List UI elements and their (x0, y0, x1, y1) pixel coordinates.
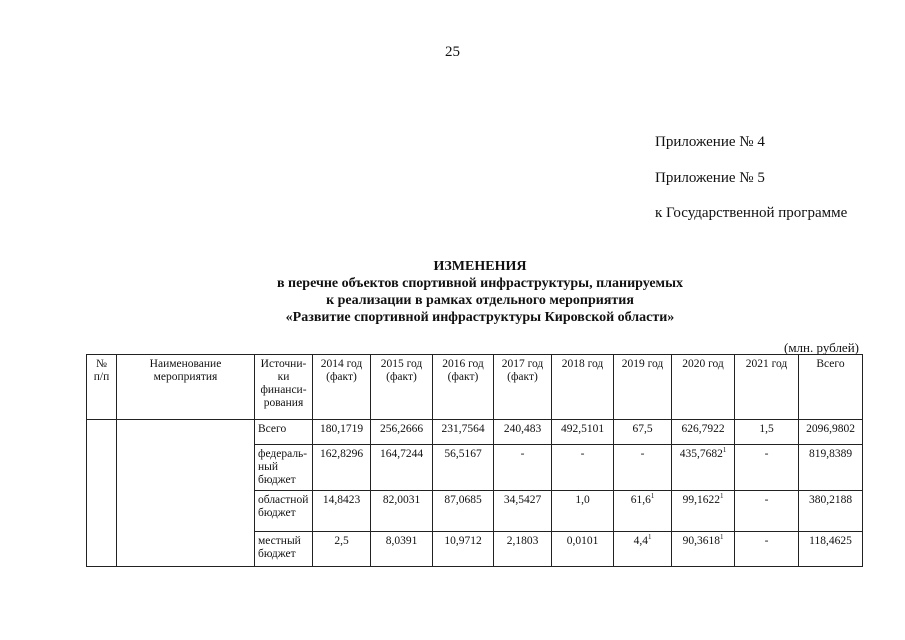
footnote-mark: 1 (647, 533, 652, 542)
value-cell: - (735, 532, 799, 567)
header-2019: 2019 год (614, 355, 672, 420)
value-cell: 56,5167 (433, 445, 494, 491)
footnote-mark: 1 (722, 446, 727, 455)
value-cell: 256,2666 (371, 420, 433, 445)
value-cell: - (735, 445, 799, 491)
header-2015: 2015 год (факт) (371, 355, 433, 420)
header-name: Наименование мероприятия (117, 355, 255, 420)
title-main: ИЗМЕНЕНИЯ (433, 259, 527, 274)
source-cell: Всего (255, 420, 313, 445)
total-cell: 380,2188 (799, 491, 863, 532)
value-cell: - (614, 445, 672, 491)
value-cell: 164,7244 (371, 445, 433, 491)
header-source: Источни-ки финанси-рования (255, 355, 313, 420)
title-line: в перечне объектов спортивной инфраструктуры, планируемых (276, 276, 684, 291)
document-title (180, 258, 780, 326)
num-cell (87, 420, 117, 567)
footnote-mark: 1 (719, 533, 724, 542)
value-cell: 2,5 (313, 532, 371, 567)
value-cell: - (494, 445, 552, 491)
unit-label: (млн. рублей) (784, 340, 859, 355)
value-cell: 10,9712 (433, 532, 494, 567)
table-header-row (87, 355, 863, 420)
cell-value: 61,6 (630, 494, 651, 506)
cell-value: 4,4 (633, 535, 648, 547)
total-cell: 2096,9802 (799, 420, 863, 445)
value-cell: 1,5 (735, 420, 799, 445)
value-cell: - (552, 445, 614, 491)
header-2016: 2016 год (факт) (433, 355, 494, 420)
name-cell (117, 420, 255, 567)
value-cell: 180,1719 (313, 420, 371, 445)
header-2021: 2021 год (735, 355, 799, 420)
appendix-line: Приложение № 4 (655, 134, 765, 150)
header-2020: 2020 год (672, 355, 735, 420)
value-cell (672, 491, 735, 532)
value-cell: 626,7922 (672, 420, 735, 445)
value-cell: - (735, 491, 799, 532)
value-cell: 0,0101 (552, 532, 614, 567)
cell-value: 90,3618 (682, 535, 720, 547)
header-total: Всего (799, 355, 863, 420)
header-2017: 2017 год (факт) (494, 355, 552, 420)
value-cell (672, 532, 735, 567)
value-cell: 1,0 (552, 491, 614, 532)
value-cell: 87,0685 (433, 491, 494, 532)
value-cell: 14,8423 (313, 491, 371, 532)
title-line: к реализации в рамках отдельного мероприятия (326, 293, 634, 308)
value-cell (672, 445, 735, 491)
value-cell: 2,1803 (494, 532, 552, 567)
total-cell: 118,4625 (799, 532, 863, 567)
source-cell: федераль-ный бюджет (255, 445, 313, 491)
infrastructure-table (86, 354, 863, 567)
table-row (87, 420, 863, 445)
value-cell: 162,8296 (313, 445, 371, 491)
value-cell: 492,5101 (552, 420, 614, 445)
page-number: 25 (445, 44, 460, 60)
footnote-mark: 1 (719, 492, 724, 501)
cell-value: 99,1622 (682, 494, 720, 506)
value-cell: 34,5427 (494, 491, 552, 532)
source-cell: областной бюджет (255, 491, 313, 532)
appendix-line: Приложение № 5 (655, 170, 765, 186)
source-cell: местный бюджет (255, 532, 313, 567)
value-cell: 240,483 (494, 420, 552, 445)
value-cell: 8,0391 (371, 532, 433, 567)
header-num: № п/п (87, 355, 117, 420)
header-2014: 2014 год (факт) (313, 355, 371, 420)
value-cell (614, 532, 672, 567)
appendix-line: к Государственной программе (655, 205, 848, 221)
value-cell (614, 491, 672, 532)
footnote-mark: 1 (650, 492, 655, 501)
value-cell: 82,0031 (371, 491, 433, 532)
header-2018: 2018 год (552, 355, 614, 420)
title-line: «Развитие спортивной инфраструктуры Кировской области» (285, 310, 675, 325)
value-cell: 67,5 (614, 420, 672, 445)
cell-value: 435,7682 (679, 448, 723, 460)
value-cell: 231,7564 (433, 420, 494, 445)
total-cell: 819,8389 (799, 445, 863, 491)
